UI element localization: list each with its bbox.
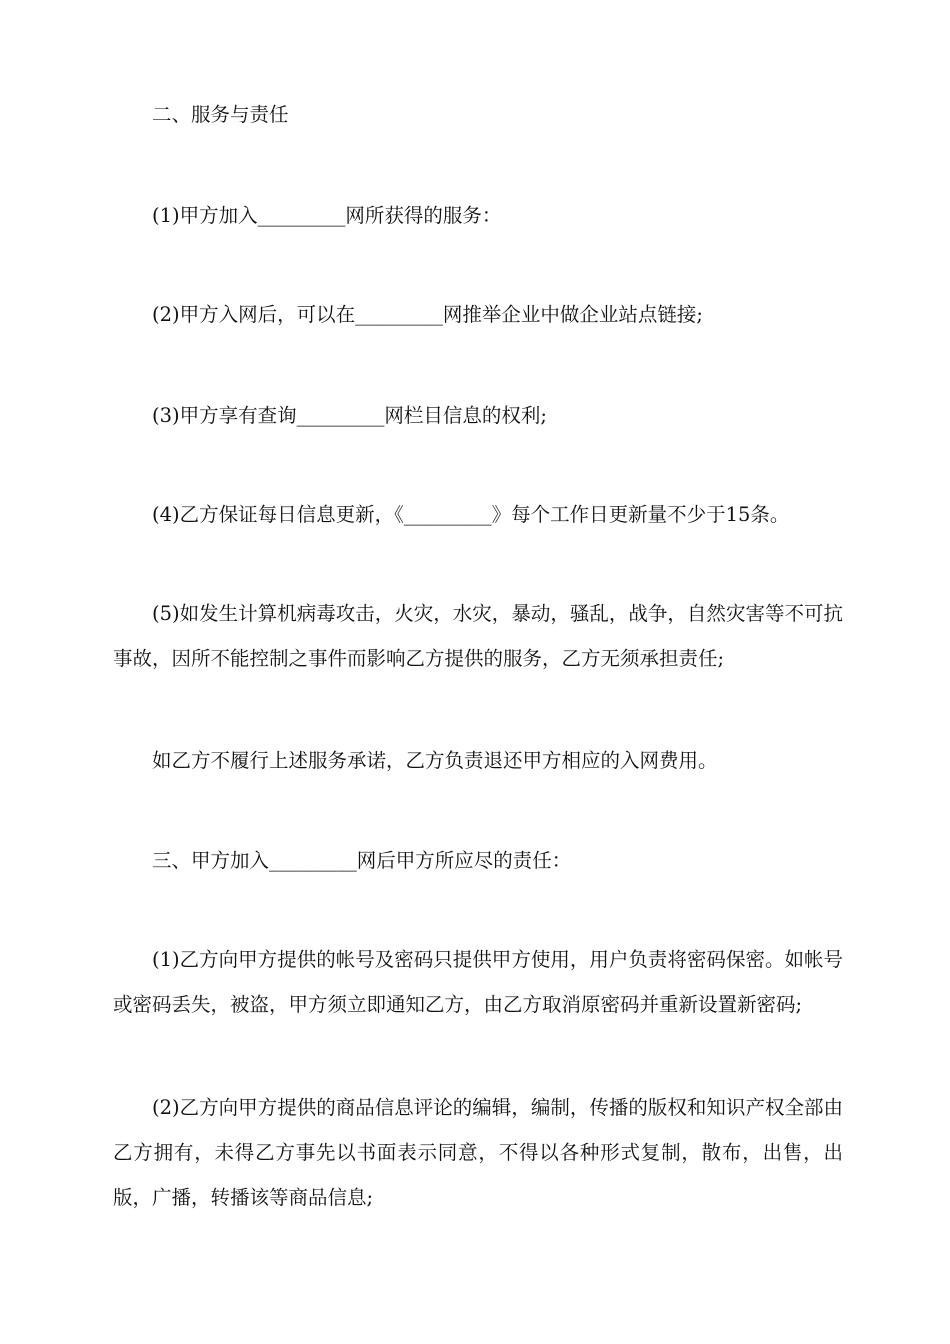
paragraph-service-4: (4)乙方保证每日信息更新，《_________》每个工作日更新量不少于15条。 — [152, 503, 790, 526]
paragraph-service-2: (2)甲方入网后，可以在_________网推举企业中做企业站点链接; — [152, 303, 703, 326]
paragraph-refund: 如乙方不履行上述服务承诺，乙方负责退还甲方相应的入网费用。 — [152, 749, 718, 772]
section-heading-duties: 三、甲方加入_________网后甲方所应尽的责任： — [152, 849, 572, 872]
section-heading-services: 二、服务与责任 — [152, 103, 289, 126]
paragraph-service-3: (3)甲方享有查询_________网栏目信息的权利; — [152, 404, 547, 427]
paragraph-service-5: (5)如发生计算机病毒攻击，火灾，水灾，暴动，骚乱，战争，自然灾害等不可抗事故，因所不能控制之事件而影响乙方提供的服务，乙方无须承担责任; — [113, 602, 843, 670]
paragraph-duty-2: (2)乙方向甲方提供的商品信息评论的编辑，编制，传播的版权和知识产权全部由乙方拥有，未得乙方事先以书面表示同意，不得以各种形式复制，散布，出售，出版，广播，转播该等商品信息; — [113, 1096, 843, 1209]
paragraph-duty-1: (1)乙方向甲方提供的帐号及密码只提供甲方使用，用户负责将密码保密。如帐号或密码丢失，被盗，甲方须立即通知乙方，由乙方取消原密码并重新设置新密码; — [113, 948, 843, 1016]
paragraph-service-1: (1)甲方加入_________网所获得的服务： — [152, 204, 502, 227]
